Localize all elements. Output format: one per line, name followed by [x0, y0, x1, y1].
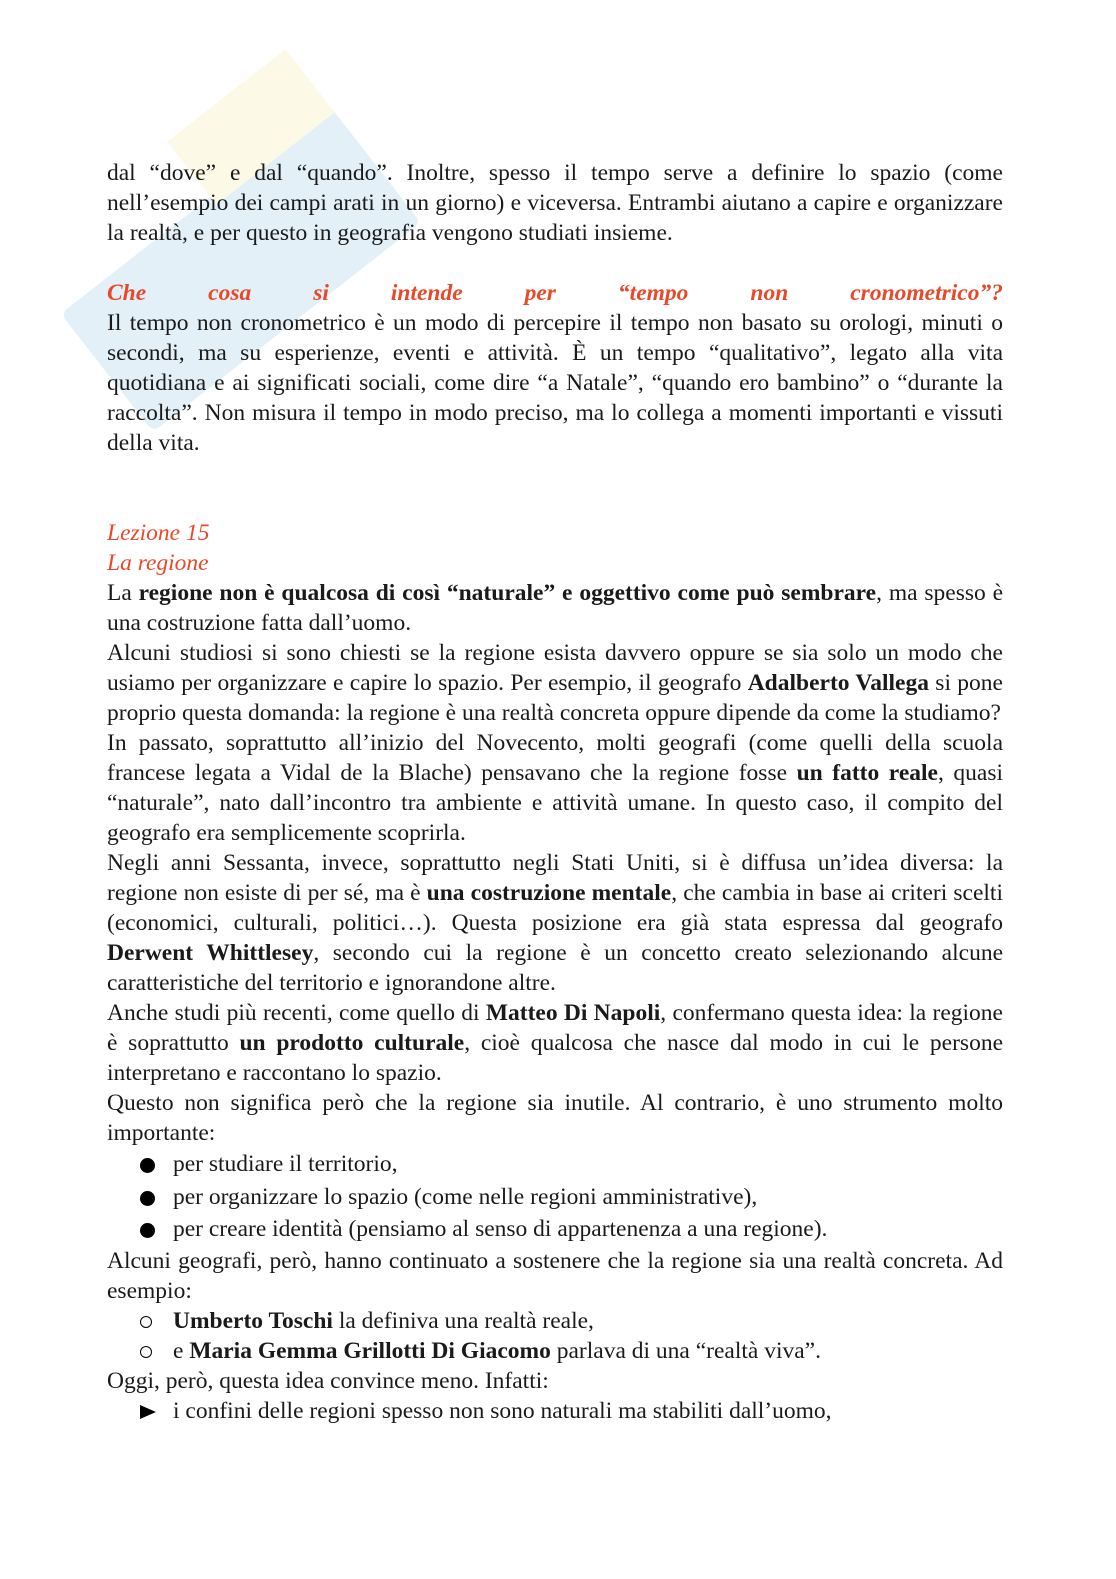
emphasis: regione non è qualcosa di così “naturale” e oggettivo come può sembrare: [138, 580, 877, 606]
bullet-dot-icon: [140, 1181, 164, 1214]
emphasis: un prodotto culturale: [239, 1030, 465, 1056]
emphasis: una costruzione mentale: [426, 880, 672, 906]
intro-paragraph: dal “dove” e dal “quando”. Inoltre, spesso il tempo serve a definire lo spazio (come nell’esempio dei campi arati in un giorno) e viceversa. Entrambi aiutano a capire e organizzare la realtà, e per questo in geografia vengono studiati insieme.: [107, 160, 1003, 246]
list-item: Umberto Toschi la definiva una realtà reale,: [107, 1306, 1003, 1336]
list-item: per creare identità (pensiamo al senso di appartenenza a una regione).: [107, 1213, 1003, 1246]
bullet-dot-icon: [140, 1213, 164, 1246]
list-item: per organizzare lo spazio (come nelle regioni amministrative),: [107, 1181, 1003, 1214]
paragraph-3: In passato, soprattutto all’inizio del Novecento, molti geografi (come quelli della scuola francese legata a Vidal de la Blache) pensavano che la regione fosse un fatto reale, quasi “naturale”, nato dall’incontro tra ambiente e attività umane. In questo caso, il compito del geografo era semplicemente scoprirla.: [107, 730, 1003, 846]
bullet-circle-icon: [140, 1306, 164, 1336]
bullet-dot-icon: [140, 1148, 164, 1181]
list-item: e Maria Gemma Grillotti Di Giacomo parlava di una “realtà viva”.: [107, 1336, 1003, 1366]
paragraph-7: Alcuni geografi, però, hanno continuato a sostenere che la regione sia una realtà concreta. Ad esempio:: [107, 1247, 1003, 1304]
author-name: Adalberto Vallega: [747, 670, 929, 696]
author-name: Maria Gemma Grillotti Di Giacomo: [189, 1337, 551, 1364]
author-name: Umberto Toschi: [173, 1307, 333, 1334]
document-body: [107, 158, 1003, 1426]
paragraph-6: Questo non significa però che la regione sia inutile. Al contrario, è uno strumento molto importante:: [107, 1090, 1003, 1146]
lesson-title: La regione: [107, 550, 209, 576]
lesson-number: Lezione 15: [107, 520, 210, 546]
author-name: Derwent Whittlesey: [107, 940, 314, 966]
paragraph-2: Alcuni studiosi si sono chiesti se la regione esista davvero oppure se sia solo un modo che usiamo per organizzare e capire lo spazio. Per esempio, il geografo Adalberto Vallega si pone proprio questa domanda: la regione è una realtà concreta oppure dipende da come la studiamo?: [107, 640, 1003, 726]
bullet-arrow-icon: [140, 1396, 164, 1426]
list-item: i confini delle regioni spesso non sono naturali ma stabiliti dall’uomo,: [107, 1396, 1003, 1426]
emphasis: un fatto reale: [796, 760, 938, 786]
question-answer: Il tempo non cronometrico è un modo di percepire il tempo non basato su orologi, minuti o secondi, ma su esperienze, eventi e attività. È un tempo “qualitativo”, legato alla vita quotidiana e ai significati sociali, come dire “a Natale”, “quando ero bambino” o “durante la raccolta”. Non misura il tempo in modo preciso, ma lo collega a momenti importanti e vissuti della vita.: [107, 310, 1003, 456]
question-heading: Che cosa si intende per “tempo non cronometrico”?: [107, 280, 1003, 306]
author-name: Matteo Di Napoli: [485, 1000, 661, 1026]
bullet-circle-icon: [140, 1336, 164, 1366]
list-item: per studiare il territorio,: [107, 1148, 1003, 1181]
paragraph-1: La regione non è qualcosa di così “naturale” e oggettivo come può sembrare, ma spesso è una costruzione fatta dall’uomo.: [107, 580, 1003, 636]
paragraph-4: Negli anni Sessanta, invece, soprattutto negli Stati Uniti, si è diffusa un’idea diversa: la regione non esiste di per sé, ma è una costruzione mentale, che cambia in base ai criteri scelti (economici, culturali, politici…). Questa posizione era già stata espressa dal geografo Derwent Whittlesey, secondo cui la regione è un concetto creato selezionando alcune caratteristiche del territorio e ignorandone altre.: [107, 850, 1004, 996]
uses-list: [107, 1148, 1003, 1246]
reasons-list: [107, 1396, 1003, 1426]
examples-list: [107, 1306, 1003, 1366]
paragraph-8: Oggi, però, questa idea convince meno. Infatti:: [107, 1367, 549, 1394]
paragraph-5: Anche studi più recenti, come quello di Matteo Di Napoli, confermano questa idea: la regione è soprattutto un prodotto culturale, cioè qualcosa che nasce dal modo in cui le persone interpretano e raccontano lo spazio.: [107, 1000, 1003, 1086]
